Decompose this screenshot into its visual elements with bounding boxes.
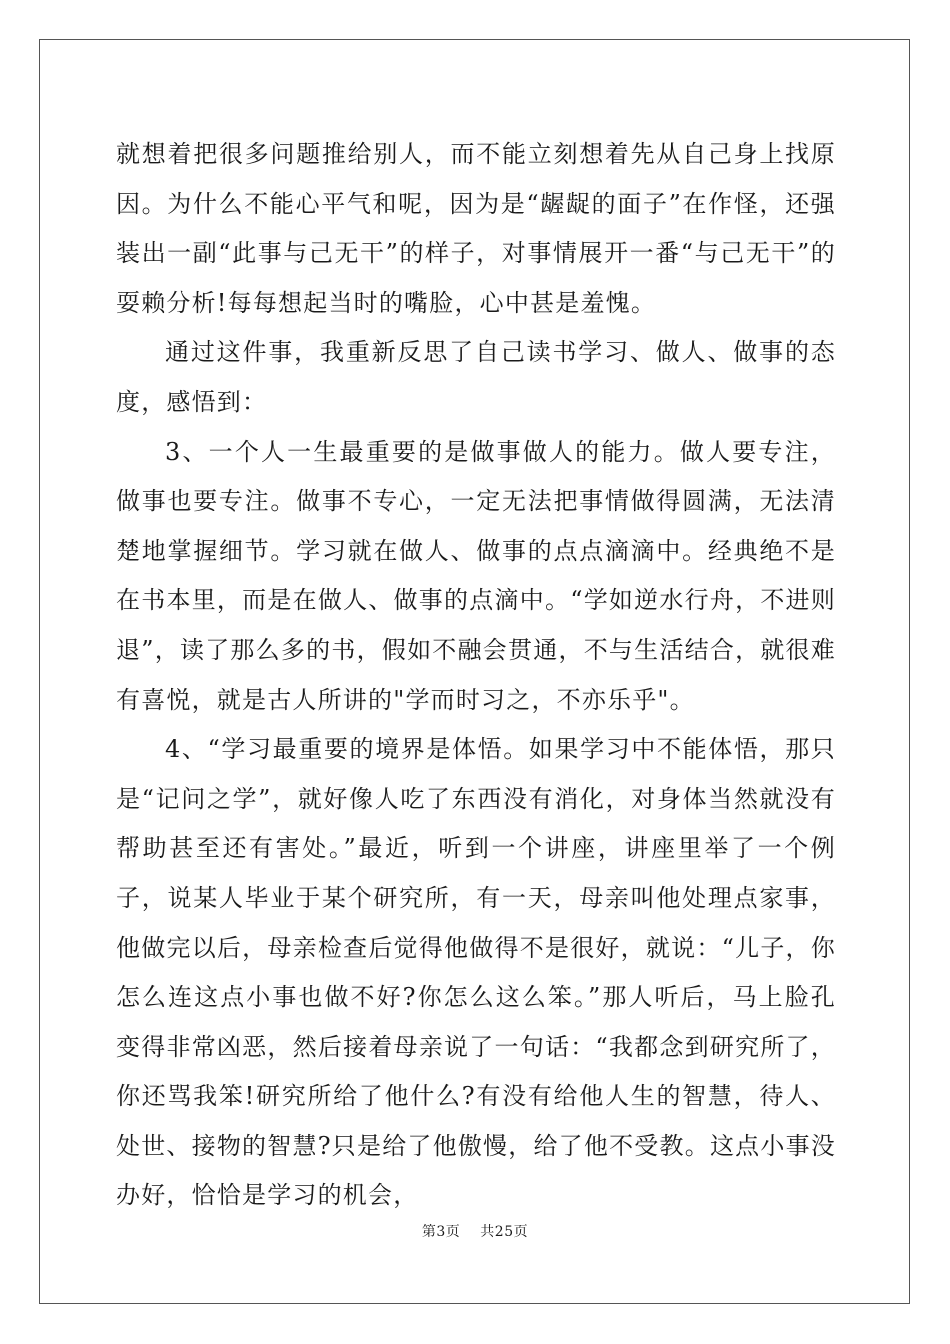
document-body (116, 130, 836, 1221)
paragraph-reflection: 通过这件事，我重新反思了自己读书学习、做人、做事的态度，感悟到： (116, 338, 836, 416)
page-footer (0, 1221, 950, 1241)
paragraph-point-4: 4、“学习最重要的境界是体悟。如果学习中不能体悟，那只是“记问之学”，就好像人吃了东西没有消化，对身体当然就没有帮助甚至还有害处。”最近，听到一个讲座，讲座里举了一个例子，说某人毕业于某个研究所，有一天，母亲叫他处理点家事，他做完以后，母亲检查后觉得他做得不是很好，就说：“儿子，你怎么连这点小事也做不好?你怎么这么笨。”那人听后，马上脸孔变得非常凶恶，然后接着母亲说了一句话：“我都念到研究所了，你还骂我笨!研究所给了他什么?有没有给他人生的智慧，待人、处世、接物的智慧?只是给了他傲慢，给了他不受教。这点小事没办好，恰恰是学习的机会， (116, 735, 836, 1210)
paragraph-continuation: 就想着把很多问题推给别人，而不能立刻想着先从自己身上找原因。为什么不能心平气和呢，因为是“龌龊的面子”在作怪，还强装出一副“此事与己无干”的样子，对事情展开一番“与己无干”的耍赖分析!每每想起当时的嘴脸，心中甚是羞愧。 (116, 140, 836, 317)
current-page-number: 第3页 (421, 1224, 461, 1240)
total-page-count: 共25页 (480, 1224, 529, 1240)
paragraph-point-3: 3、一个人一生最重要的是做事做人的能力。做人要专注，做事也要专注。做事不专心，一定无法把事情做得圆满，无法清楚地掌握细节。学习就在做人、做事的点点滴滴中。经典绝不是在书本里，而是在做人、做事的点滴中。“学如逆水行舟，不进则退”，读了那么多的书，假如不融会贯通，不与生活结合，就很难有喜悦，就是古人所讲的"学而时习之，不亦乐乎"。 (116, 437, 836, 714)
